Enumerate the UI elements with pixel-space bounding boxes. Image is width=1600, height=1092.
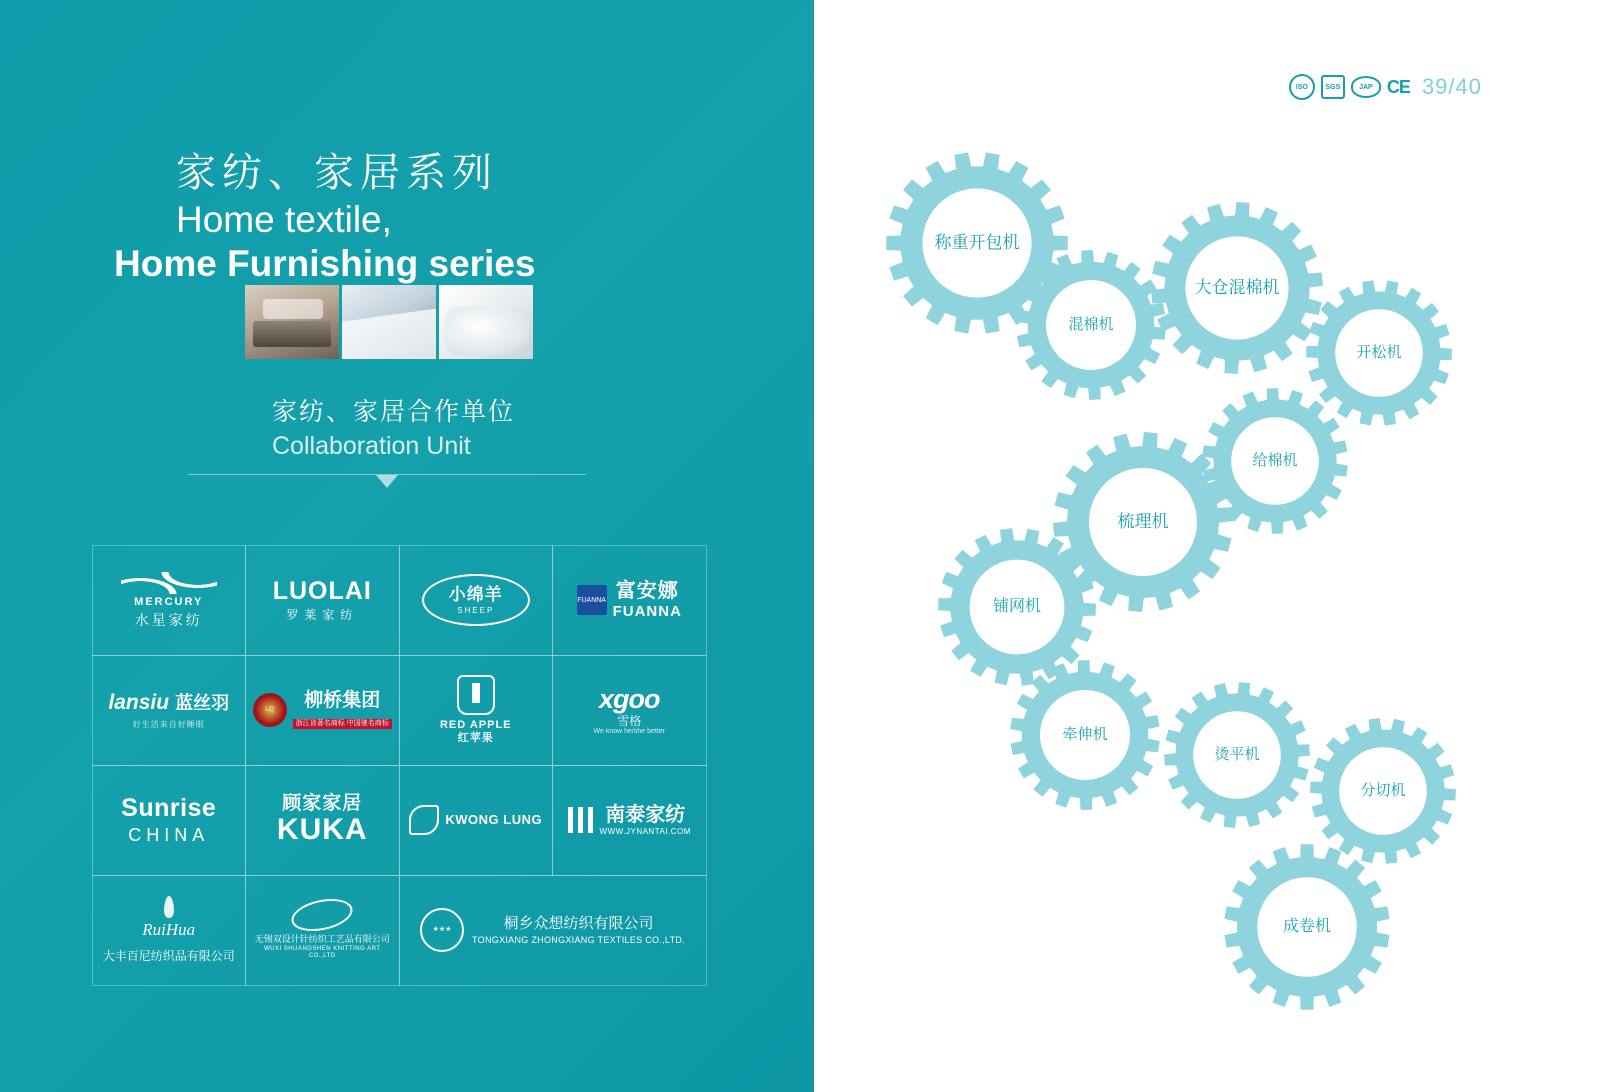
gear-label: 开松机 [1356,343,1402,361]
partner-cn-label: 无锡双设计针纺织工艺品有限公司 [254,933,390,944]
partner-en-label: SHEEP [457,605,495,615]
wave-icon [121,572,217,594]
partner-cn-label: CHINA [128,825,210,846]
partner-cn-label: 罗莱家纺 [286,608,359,623]
gear-label: 大仓混棉机 [1194,278,1280,298]
gear-label: 牵伸机 [1062,725,1108,743]
partner-en-label: KWONG LUNG [445,811,543,827]
partner-logo-lansiu [92,655,247,766]
partner-cn-label: 水星家纺 [134,612,203,629]
partner-tagline: We know he/she better [593,728,665,736]
partner-logo-luolai [245,545,400,656]
partner-cn-label: 柳桥集团 [304,689,381,711]
partner-logo-nantai [552,765,707,876]
photo-strip [245,285,533,359]
subtitle-en: Collaboration Unit [272,432,471,460]
stripes-icon [568,807,594,833]
partner-cn-label: 雪格 [617,713,642,728]
leaf-icon [409,805,439,835]
section-subtitle [272,395,515,464]
partner-logo-sunrise [92,765,247,876]
partner-cn-label: 富安娜 [615,579,679,602]
partner-cn-label: 蓝丝羽 [175,692,230,713]
partner-logo-shuangshen [245,875,400,986]
iso-cert-icon: ISO [1289,74,1315,100]
brand-badge-icon: FUANNA [577,585,607,615]
pillow-photo [342,285,436,359]
partner-logo-kwonglung [399,765,554,876]
partner-cn-label: 桐乡众想纺织有限公司 [503,914,654,932]
page-title [114,148,776,285]
jap-cert-icon: JAP [1351,76,1381,98]
gear-label: 混棉机 [1068,315,1114,333]
gear-node [1164,682,1310,828]
partner-cn-label: 顾家家居 [282,792,363,814]
partner-logo-zhongxiang [399,875,707,986]
gear-label: 铺网机 [992,598,1041,615]
partner-cn-label: 大丰百尼纺织品有限公司 [102,948,235,963]
partner-logo-liuqiao [245,655,400,766]
partner-en-label: xgoo [599,683,660,714]
partner-en-label: MERCURY [134,595,204,608]
quilt-photo [439,285,533,359]
partner-en-label: TONGXIANG ZHONGXIANG TEXTILES CO.,LTD. [472,934,685,945]
partner-en-label: RuiHua [142,920,196,940]
grid-filler [92,985,247,997]
partner-en-label: lansiu [108,690,170,714]
partner-logo-mercury [92,545,247,656]
gear-node [1016,250,1166,400]
gear-label: 称重开包机 [934,233,1020,253]
feather-icon [164,896,174,918]
partner-logo-grid [92,545,706,996]
partner-cn-label: 南泰家纺 [605,803,686,826]
partner-logo-xgoo [552,655,707,766]
production-flow-diagram [814,0,1600,1092]
gear-label: 成卷机 [1282,918,1331,935]
partner-logo-sheep [399,545,554,656]
bedding-photo [245,285,339,359]
gear-label: 给棉机 [1252,451,1298,469]
gear-label: 烫平机 [1214,745,1260,763]
partner-cn-label: 小绵羊 [448,585,503,605]
star-seal-icon: ★★★ [420,908,464,952]
gear-node [1010,660,1160,810]
partner-en-label: WUXI SHUANGSHEN KNITTING ART CO.,LTD [263,946,381,960]
partner-cn-label: 红苹果 [457,732,494,744]
partner-en-label: KUKA [276,812,368,846]
sgs-cert-icon: SGS [1321,75,1345,99]
right-panel [814,0,1600,1092]
partner-en-label: FUANNA [612,602,682,620]
partner-en-label: Sunrise [121,794,217,823]
partner-logo-fuanna [552,545,707,656]
oval-frame-icon [422,574,530,626]
gear-node [1224,844,1390,1010]
apple-icon [457,675,495,715]
page-number: 39/40 [1421,74,1482,99]
partner-logo-ruihua [92,875,247,986]
gear-label: 分切机 [1360,781,1406,799]
award-seal-icon: LQ [253,693,287,727]
swirl-icon [289,894,356,936]
partner-tagline: 浙江省著名商标 中国驰名商标 [293,719,392,729]
partner-logo-kuka [245,765,400,876]
headline-en-line2: Home Furnishing series [114,242,536,284]
headline-en-line1: Home textile, [176,199,392,240]
partner-logo-redapple [399,655,554,766]
subtitle-cn: 家纺、家居合作单位 [272,398,516,426]
grid-filler [245,985,400,997]
gear-node [1310,718,1456,864]
gear-node [1151,202,1323,374]
partner-en-label: WWW.JYNANTAI.COM [599,826,691,836]
headline-cn: 家纺、家居系列 [176,151,498,195]
partner-en-label: RED APPLE [439,719,512,732]
gear-label: 梳理机 [1117,512,1169,532]
partner-en-label: LUOLAI [272,576,372,605]
ce-cert-icon: CE [1386,76,1410,97]
partner-tagline: 好生活来自好睡眠 [132,719,205,729]
divider-arrow-icon [376,475,398,488]
